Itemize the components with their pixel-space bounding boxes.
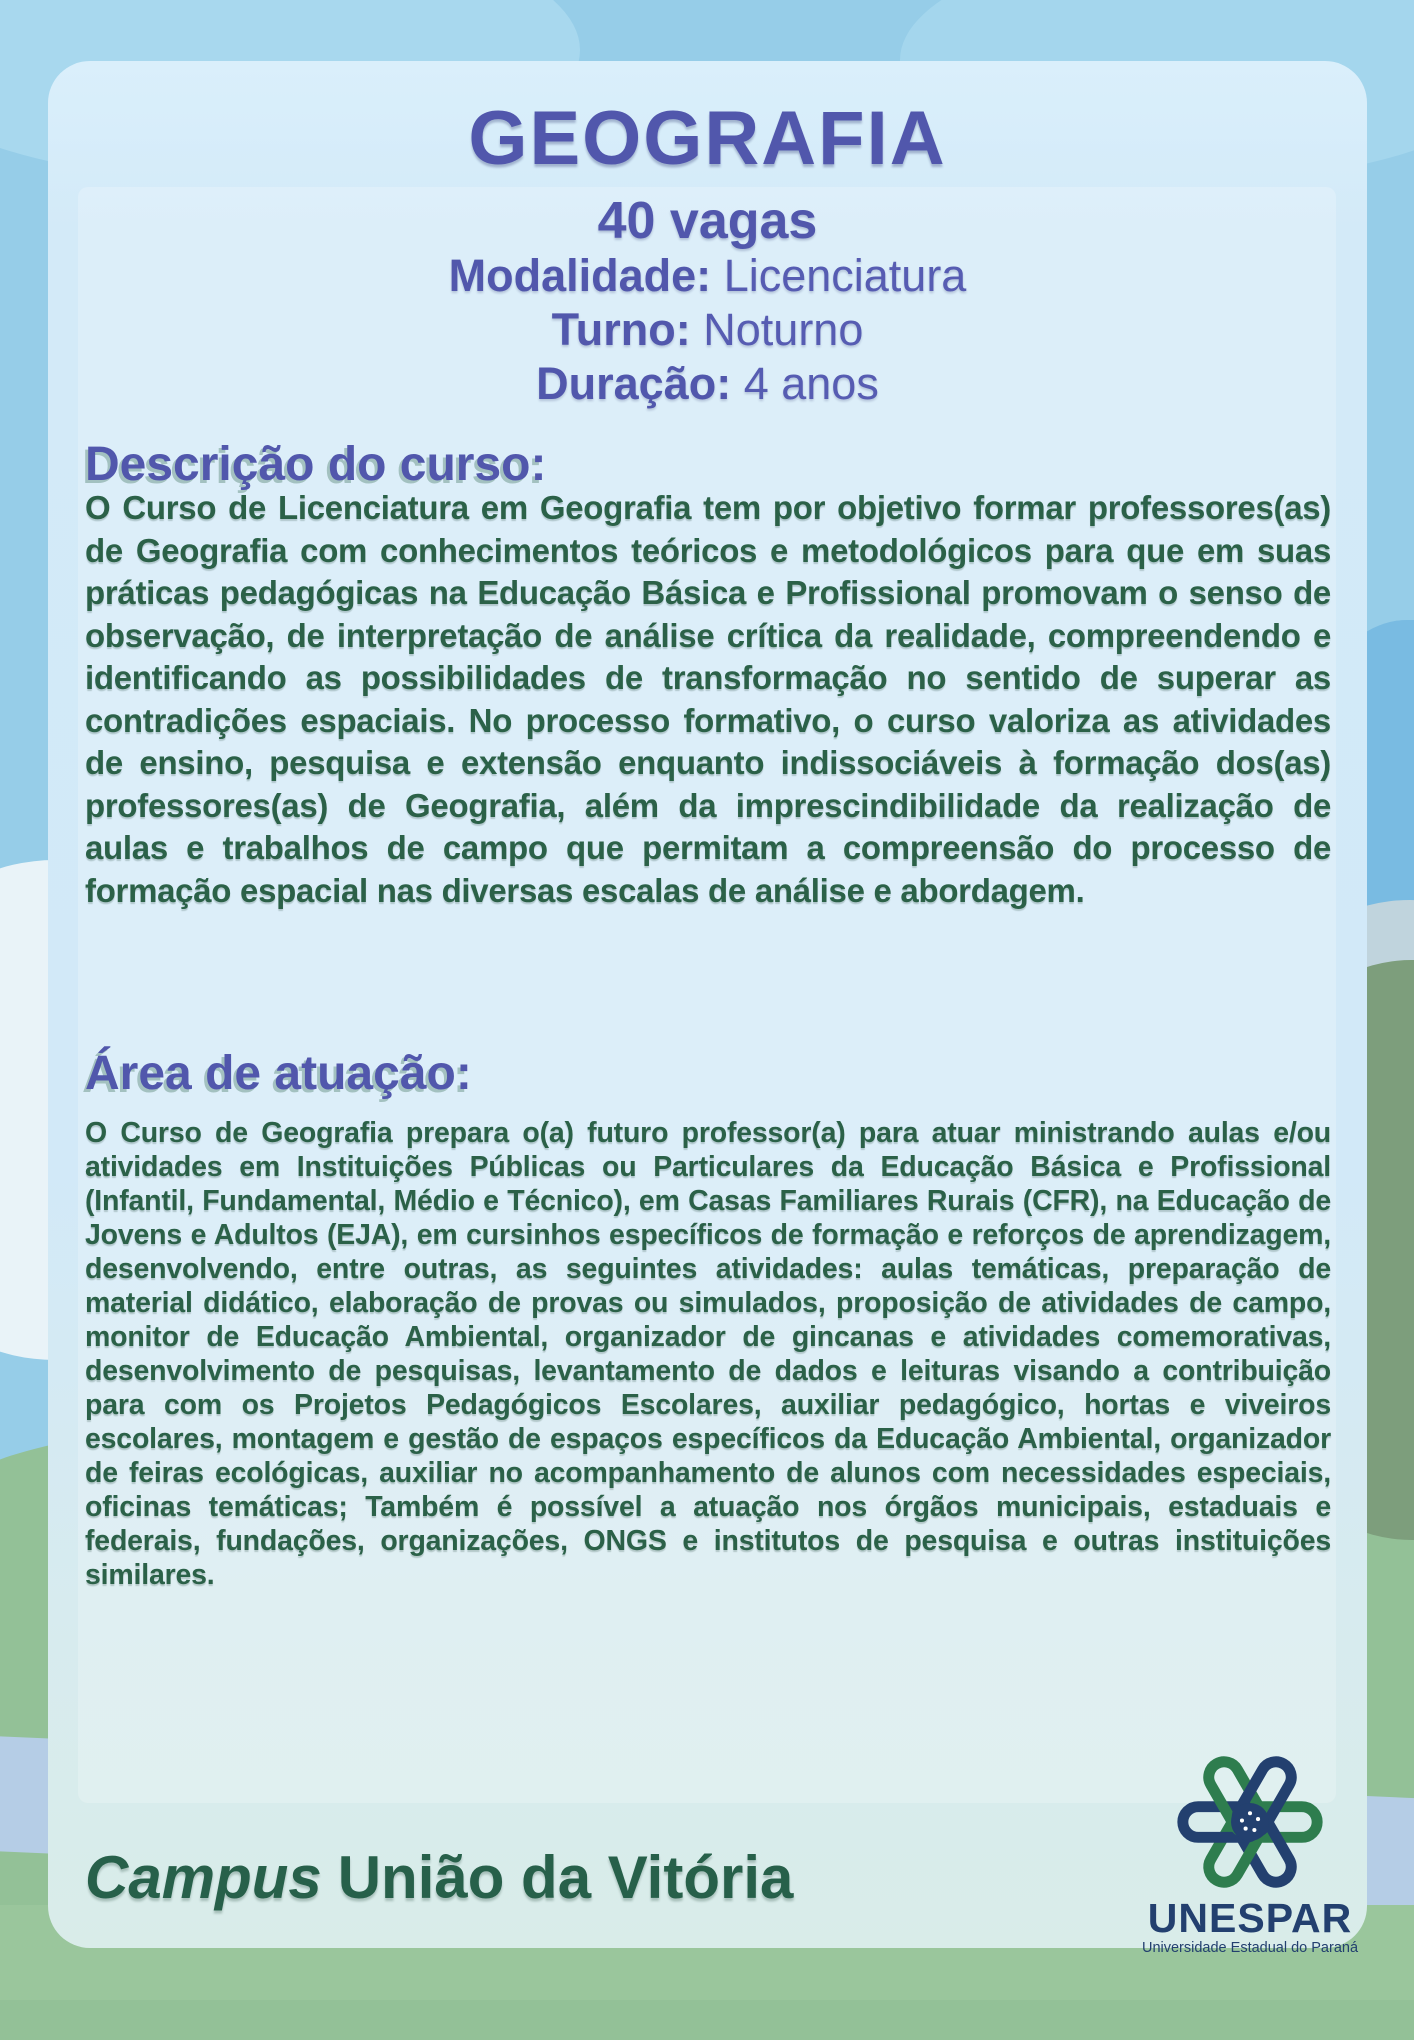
- course-title: GEOGRAFIA: [468, 96, 947, 181]
- description-heading: Descrição do curso:: [85, 438, 547, 491]
- duration-line: [48, 357, 1367, 411]
- duration-label: Duração:: [536, 358, 732, 409]
- course-header: [48, 96, 1367, 411]
- work-area-paragraph: O Curso de Geografia prepara o(a) futuro professor(a) para atuar ministrando aulas e/ou atividades em Instituições Públicas ou Particulares da Educação Básica e Profissional (Infantil, Fundamental, Médio e Técnico), em Casas Familiares Rurais (CFR), na Educação de Jovens e Adultos (EJA), em cursinhos específicos de formação e reforços de aprendizagem, desenvolvendo, entre outras, as seguintes atividades: aulas temáticas, preparação de material didático, elaboração de provas ou simulados, proposição de atividades de campo, monitor de Educação Ambiental, organizador de gincanas e atividades comemorativas, desenvolvimento de pesquisas, levantamento de dados e leituras visando a contribuição para com os Projetos Pedagógicos Escolares, auxiliar pedagógico, hortas e viveiros escolares, montagem e gestão de espaços específicos da Educação Ambiental, organizador de feiras ecológicas, auxiliar no acompanhamento de alunos com necessidades especiais, oficinas temáticas; Também é possível a atuação nos órgãos municipais, estaduais e federais, fundações, organizações, ONGS e institutos de pesquisa e outras instituições similares.: [85, 1117, 1331, 1591]
- modality-label: Modalidade:: [448, 250, 712, 301]
- flyer-card: [48, 61, 1367, 1956]
- work-area-heading: Área de atuação:: [85, 1047, 472, 1100]
- unespar-wordmark: UNESPAR: [1147, 1895, 1353, 1941]
- shift-line: [48, 303, 1367, 357]
- campus-city: União da Vitória: [337, 1844, 794, 1911]
- modality-value: Licenciatura: [723, 250, 967, 301]
- unespar-logo: [1130, 1749, 1370, 1957]
- campus-prefix: Campus: [85, 1844, 322, 1911]
- unespar-tagline: Universidade Estadual do Paraná: [1141, 1940, 1359, 1956]
- duration-value: 4 anos: [743, 358, 879, 409]
- modality-line: [48, 249, 1367, 303]
- unespar-flower-icon: [1177, 1749, 1323, 1895]
- description-paragraph: O Curso de Licenciatura em Geografia tem por objetivo formar professores(as) de Geografia com conhecimentos teóricos e metodológicos para que em suas práticas pedagógicas na Educação Básica e Profissional promovam o senso de observação, de interpretação de análise crítica da realidade, compreendendo e identificando as possibilidades de transformação no sentido de superar as contradições espaciais. No processo formativo, o curso valoriza as atividades de ensino, pesquisa e extensão enquanto indissociáveis à formação dos(as) professores(as) de Geografia, além da imprescindibilidade da realização de aulas e trabalhos de campo que permitam a compreensão do processo de formação espacial nas diversas escalas de análise e abordagem.: [85, 489, 1331, 909]
- campus-name: [85, 1843, 793, 1912]
- vacancies-text: 40 vagas: [597, 192, 818, 250]
- shift-value: Noturno: [703, 304, 864, 355]
- shift-label: Turno:: [551, 304, 691, 355]
